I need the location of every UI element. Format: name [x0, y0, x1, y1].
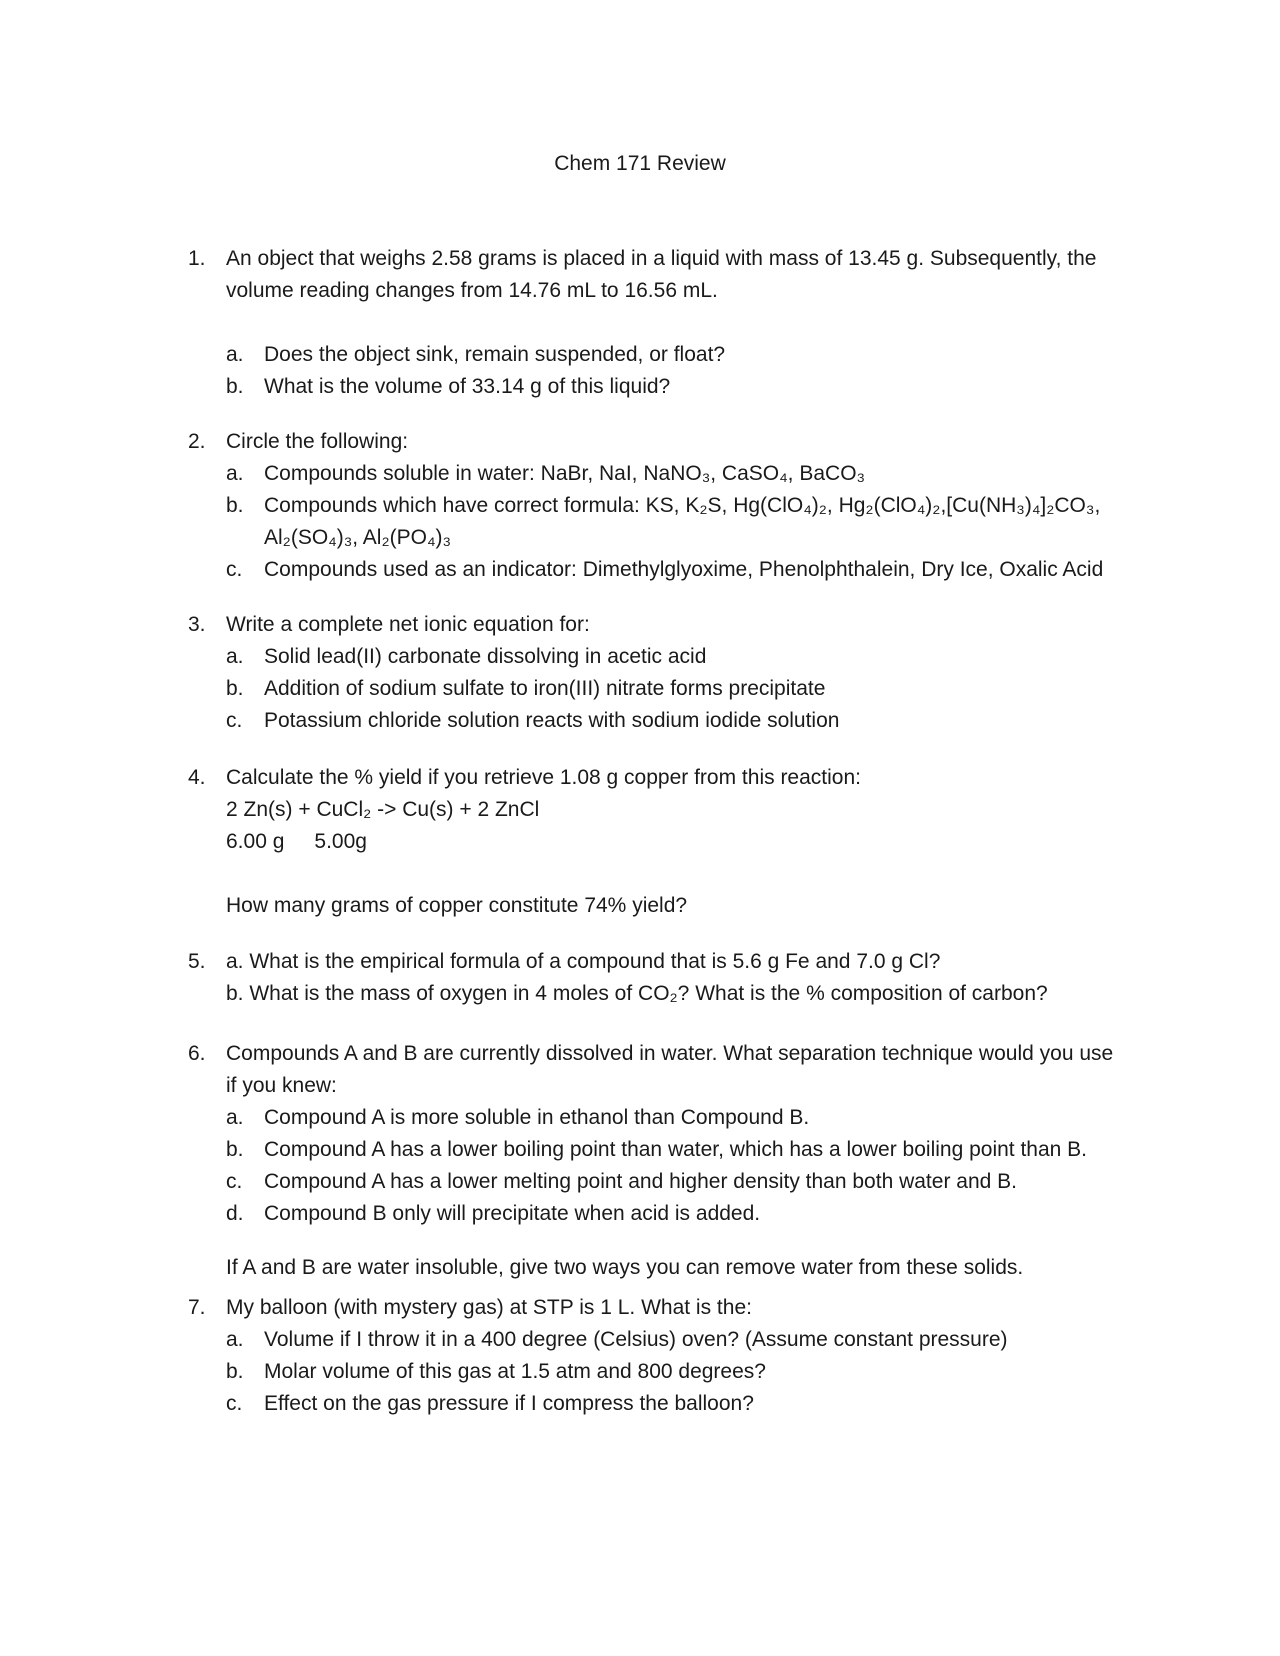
part-letter: b.	[226, 1138, 244, 1161]
part-text: Effect on the gas pressure if I compress the balloon?	[264, 1392, 754, 1415]
question-part	[226, 339, 1128, 371]
question-2	[188, 426, 1128, 586]
question-number: 1.	[188, 247, 206, 270]
question-number: 2.	[188, 430, 206, 453]
question-part	[226, 1166, 1128, 1198]
question-7	[188, 1292, 1128, 1420]
question-part	[226, 1134, 1128, 1166]
part-letter: c.	[226, 709, 243, 732]
question-text: An object that weighs 2.58 grams is placed in a liquid with mass of 13.45 g. Subsequently, the	[226, 247, 1097, 270]
part-letter: b.	[226, 1360, 244, 1383]
question-text: a. What is the empirical formula of a compound that is 5.6 g Fe and 7.0 g Cl?	[226, 950, 941, 973]
part-letter: b.	[226, 494, 244, 517]
part-text: Solid lead(II) carbonate dissolving in acetic acid	[264, 645, 707, 668]
part-letter: a.	[226, 1328, 244, 1351]
part-letter: c.	[226, 1392, 243, 1415]
part-letter: c.	[226, 1170, 243, 1193]
part-text: Compound A has a lower melting point and higher density than both water and B.	[264, 1170, 1017, 1193]
quantity-zn: 6.00 g	[226, 830, 285, 853]
question-part	[226, 1102, 1128, 1134]
question-part	[226, 1356, 1128, 1388]
reactant-quantities	[226, 826, 1128, 858]
part-letter: d.	[226, 1202, 244, 1225]
part-letter: a.	[226, 462, 244, 485]
question-part	[226, 1388, 1128, 1420]
question-part	[226, 458, 1128, 490]
question-text: Calculate the % yield if you retrieve 1.08 g copper from this reaction:	[226, 766, 861, 789]
part-text: Does the object sink, remain suspended, or float?	[264, 343, 726, 366]
question-part	[226, 490, 1128, 554]
question-text: Compounds A and B are currently dissolved in water. What separation technique would you use	[226, 1042, 1114, 1065]
question-number: 6.	[188, 1042, 206, 1065]
part-text: Compounds which have correct formula: KS, K₂S, Hg(ClO₄)₂, Hg₂(ClO₄)₂,[Cu(NH₃)₄]₂CO₃,	[264, 494, 1101, 517]
question-part	[226, 705, 1128, 737]
question-part	[226, 554, 1128, 586]
followup-question: If A and B are water insoluble, give two ways you can remove water from these solids.	[226, 1256, 1024, 1279]
question-text: if you knew:	[226, 1074, 337, 1097]
part-letter: b.	[226, 677, 244, 700]
question-3	[188, 609, 1128, 737]
question-part	[226, 1324, 1128, 1356]
followup-question: How many grams of copper constitute 74% yield?	[226, 894, 688, 917]
part-letter: b.	[226, 375, 244, 398]
question-part	[226, 641, 1128, 673]
question-part	[226, 673, 1128, 705]
part-text: Compound A has a lower boiling point than water, which has a lower boiling point than B.	[264, 1138, 1088, 1161]
part-letter: a.	[226, 1106, 244, 1129]
question-number: 7.	[188, 1296, 206, 1319]
part-text: Compounds soluble in water: NaBr, NaI, NaNO₃, CaSO₄, BaCO₃	[264, 462, 866, 485]
question-6	[188, 1038, 1128, 1284]
reaction-equation: 2 Zn(s) + CuCl₂ -> Cu(s) + 2 ZnCl	[226, 798, 540, 821]
question-part	[226, 371, 1128, 403]
question-text: Circle the following:	[226, 430, 409, 453]
question-4	[188, 762, 1128, 922]
part-text: Addition of sodium sulfate to iron(III) nitrate forms precipitate	[264, 677, 826, 700]
question-part	[226, 1198, 1128, 1230]
part-text: Compound B only will precipitate when acid is added.	[264, 1202, 761, 1225]
question-number: 4.	[188, 766, 206, 789]
page-title: Chem 171 Review	[554, 152, 726, 175]
question-number: 5.	[188, 950, 206, 973]
part-text: Volume if I throw it in a 400 degree (Celsius) oven? (Assume constant pressure)	[264, 1328, 1008, 1351]
quantity-cucl2: 5.00g	[314, 830, 367, 853]
part-letter: c.	[226, 558, 243, 581]
question-1	[188, 243, 1128, 403]
part-letter: a.	[226, 645, 244, 668]
part-text: Compounds used as an indicator: Dimethylglyoxime, Phenolphthalein, Dry Ice, Oxalic Acid	[264, 558, 1104, 581]
question-text: My balloon (with mystery gas) at STP is 1 L. What is the:	[226, 1296, 752, 1319]
question-text: Write a complete net ionic equation for:	[226, 613, 590, 636]
part-text: What is the volume of 33.14 g of this liquid?	[264, 375, 671, 398]
question-text: volume reading changes from 14.76 mL to 16.56 mL.	[226, 279, 718, 302]
part-letter: a.	[226, 343, 244, 366]
question-number: 3.	[188, 613, 206, 636]
part-text: Compound A is more soluble in ethanol than Compound B.	[264, 1106, 810, 1129]
part-text: Molar volume of this gas at 1.5 atm and 800 degrees?	[264, 1360, 766, 1383]
part-text-continued: Al₂(SO₄)₃, Al₂(PO₄)₃	[264, 526, 452, 549]
question-5	[188, 946, 1128, 1010]
part-text: Potassium chloride solution reacts with sodium iodide solution	[264, 709, 840, 732]
question-text: b. What is the mass of oxygen in 4 moles of CO₂? What is the % composition of carbon?	[226, 982, 1048, 1005]
